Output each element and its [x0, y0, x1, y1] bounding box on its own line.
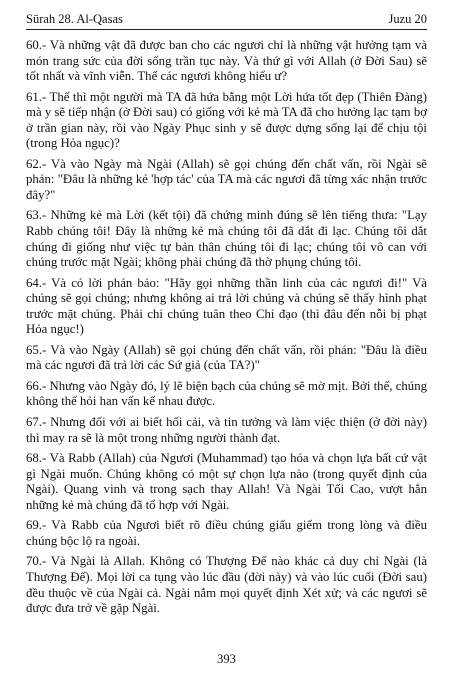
verse-60: 60.- Và những vật đã được ban cho các ngươi chỉ là những vật hưởng tạm và món trang sức của đời sống trần tục này. Và thứ gì với Allah (ở Đời Sau) sẽ tốt nhất và vĩnh viễn. Thế các ngươi không hiểu ư? — [26, 38, 427, 84]
verse-70: 70.- Và Ngài là Allah. Không có Thượng Đế nào khác cả duy chỉ Ngài (là Thượng Đế). Mọi lời ca tụng vào lúc đầu (đời này) và vào lúc cuối (Đời sau) đều thuộc về của Ngài cả. Ngài nắm mọi quyết định Xét xử; và các ngươi sẽ được đưa trở về gặp Ngài. — [26, 554, 427, 616]
verse-67: 67.- Nhưng đối với ai biết hối cải, và tin tưởng và làm việc thiện (ở đời này) thì may ra sẽ là một trong những người thành đạt. — [26, 415, 427, 445]
verse-64: 64.- Và có lời phán bảo: "Hãy gọi những thần linh của các ngươi đi!" Và chúng sẽ gọi chúng; nhưng không ai trả lời chúng và chúng sẽ thấy hình phạt trước mặt chúng. Phải chi chúng tuân theo Chỉ đạo (thì đâu đến nỗi bị phạt Hỏa ngục!) — [26, 275, 427, 337]
running-header — [26, 9, 427, 27]
verse-69: 69.- Và Rabb của Ngươi biết rõ điều chúng giấu giếm trong lòng và điều chúng bộc lộ ra ngoài. — [26, 518, 427, 548]
juz-label: Juzu 20 — [388, 12, 427, 26]
verse-62: 62.- Và vào Ngày mà Ngài (Allah) sẽ gọi chúng đến chất vấn, rồi Ngài sẽ phán: "Đâu là những kẻ 'hợp tác' của TA mà các ngươi đã từng xác nhận trước đây?" — [26, 156, 427, 202]
surah-title: Sūrah 28. Al-Qasas — [26, 12, 123, 26]
verse-66: 66.- Nhưng vào Ngày đó, lý lẽ biện bạch của chúng sẽ mờ mịt. Bởi thế, chúng không thể hỏi han vấn kế nhau được. — [26, 378, 427, 409]
verse-65: 65.- Và vào Ngày (Allah) sẽ gọi chúng đến chất vấn, rồi phán: "Đâu là điều mà các ngươi đã trả lời các Sứ giả (của TA?)" — [26, 342, 427, 373]
page-number: 393 — [217, 652, 236, 666]
header-rule — [26, 29, 427, 30]
verse-63: 63.- Những kẻ mà Lời (kết tội) đã chứng minh đúng sẽ lên tiếng thưa: "Lạy Rabb chúng tôi! Đây là những kẻ mà chúng tôi đã dắt đi lạc. Chúng tôi dắt chúng đi giống như việc tự bản thân chúng tôi đi lạc; chúng tôi vô can với chúng trước mặt Ngài; không phải chúng đã thờ phụng chúng tôi. — [26, 208, 427, 270]
verse-68: 68.- Và Rabb (Allah) của Ngươi (Muhammad) tạo hóa và chọn lựa bất cứ vật gì Ngài muốn. Chúng không có một sự chọn lựa nào (trong quyết định của Ngài). Quang vinh và trong sạch thay Allah! Và Ngài Tối Cao, vượt hẳn những kẻ mà chúng đã tổ hợp với Ngài. — [26, 451, 427, 512]
verse-list — [26, 38, 427, 622]
verse-61: 61.- Thế thì một người mà TA đã hứa bằng một Lời hứa tốt đẹp (Thiên Đàng) mà y sẽ tiếp nhận (ở Đời sau) có giống với kẻ mà TA đã cho hưởng lạc tạm bợ ở trần gian này, rồi vào Ngày Phục sinh y sẽ được dựng sống lại để chịu tội (trong Hỏa ngục)? — [26, 89, 427, 151]
